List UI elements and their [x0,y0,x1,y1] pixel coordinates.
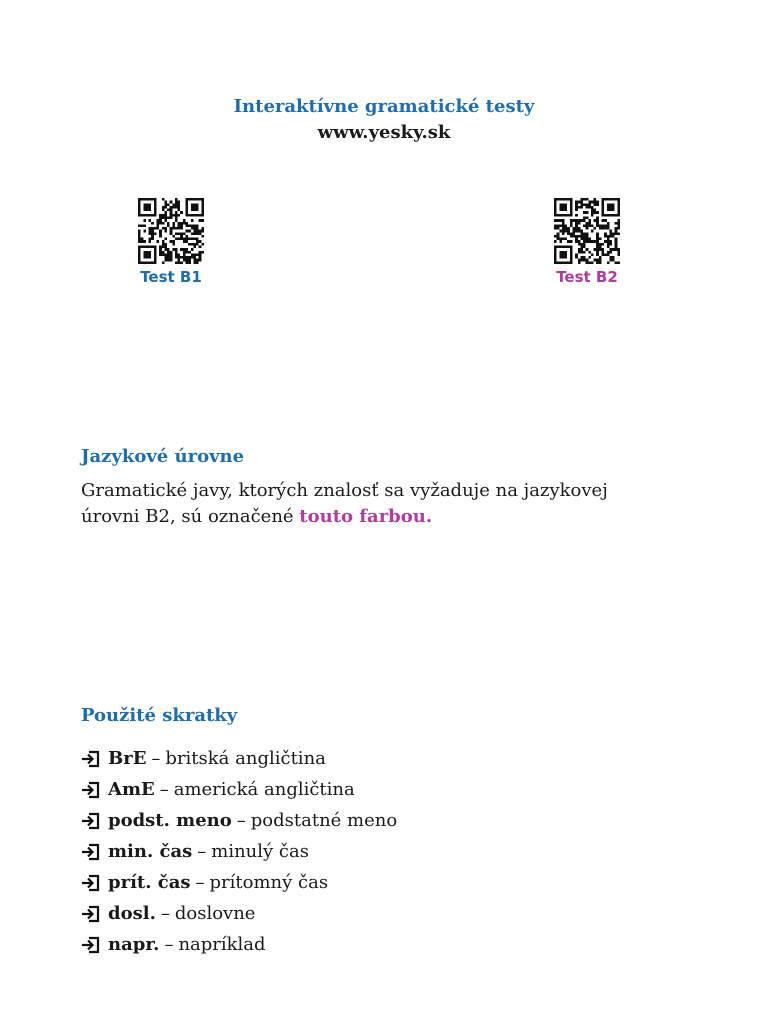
enter-arrow-icon [81,936,101,954]
enter-arrow-icon [81,812,101,830]
list-item [81,743,397,774]
abbreviation-meaning: podstatné meno [250,810,398,831]
enter-arrow-icon [81,905,101,923]
abbreviation-term: napr. [108,934,160,955]
abbreviation-dash: – [160,903,170,924]
enter-arrow-icon [81,750,101,768]
list-item [81,774,397,805]
abbreviation-meaning: prítomný čas [209,872,329,893]
qr-code-test-b1[interactable] [121,198,221,286]
abbreviation-dash: – [159,779,169,800]
language-levels-text [81,478,641,530]
qr-code-icon [552,198,622,264]
abbreviation-term: dosl. [108,903,156,924]
abbreviation-dash: – [197,841,207,862]
abbreviation-term: BrE [108,748,147,769]
abbreviation-dash: – [151,748,161,769]
abbreviation-meaning: napríklad [178,934,266,955]
enter-arrow-icon [81,843,101,861]
page-header [0,94,768,146]
page-title: Interaktívne gramatické testy [233,96,535,117]
abbreviation-dash: – [195,872,205,893]
abbreviation-meaning: doslovne [174,903,256,924]
list-item [81,867,397,898]
abbreviation-term: min. čas [108,841,193,862]
abbreviations-list [81,743,397,960]
qr-label-test-b2: Test B2 [556,268,618,286]
list-item [81,898,397,929]
abbreviation-term: AmE [108,779,155,800]
abbreviation-dash: – [164,934,174,955]
list-item [81,836,397,867]
abbreviation-meaning: britská angličtina [165,748,326,769]
qr-code-icon [136,198,206,264]
list-item [81,929,397,960]
b2-color-sample: touto farbou. [299,506,433,527]
qr-label-test-b1: Test B1 [140,268,202,286]
language-levels-heading: Jazykové úrovne [81,446,245,467]
abbreviation-meaning: americká angličtina [173,779,355,800]
list-item [81,805,397,836]
abbreviation-dash: – [236,810,246,831]
levels-description: Gramatické javy, ktorých znalosť sa vyžaduje na jazykovej úrovni B2, sú označené [81,480,608,527]
abbreviations-heading: Použité skratky [81,705,238,726]
enter-arrow-icon [81,781,101,799]
abbreviation-term: prít. čas [108,872,191,893]
abbreviation-term: podst. meno [108,810,232,831]
qr-code-test-b2[interactable] [537,198,637,286]
website-url[interactable]: www.yesky.sk [317,122,451,143]
abbreviation-meaning: minulý čas [211,841,309,862]
enter-arrow-icon [81,874,101,892]
